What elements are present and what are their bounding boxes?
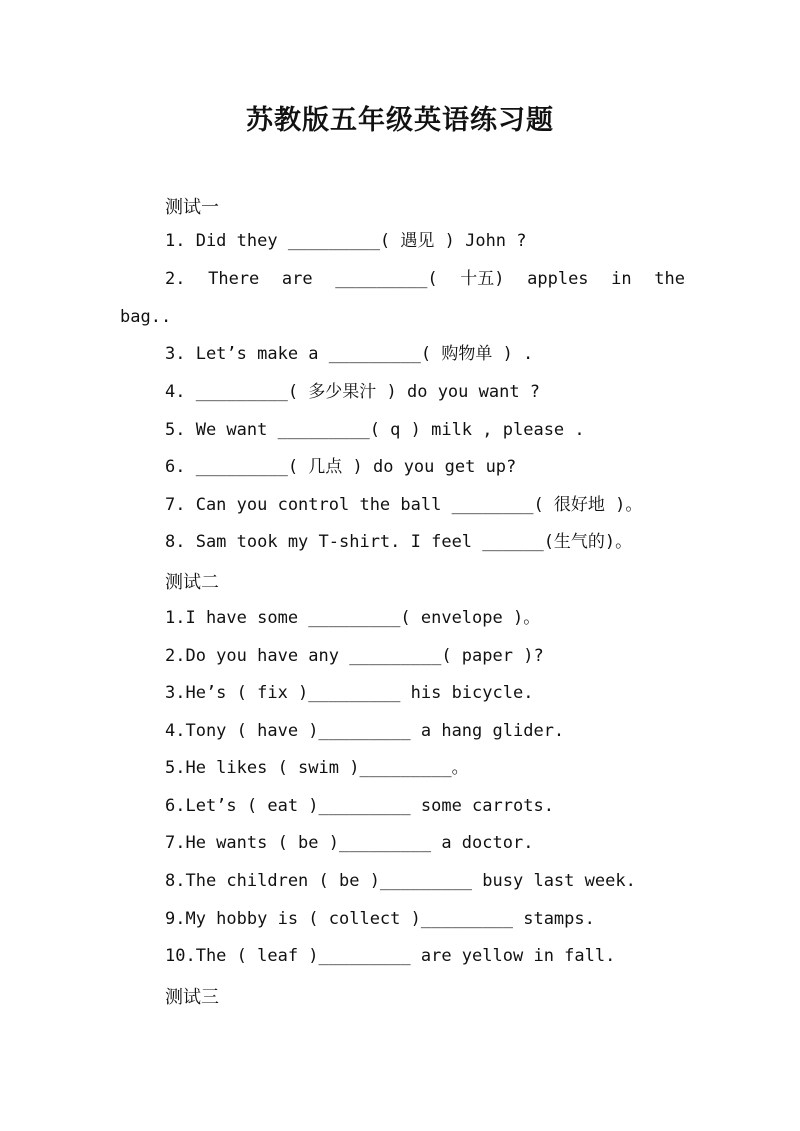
question-2-1: 1.I have some _________( envelope )。 [165, 608, 541, 628]
section-heading-3: 测试三 [165, 987, 219, 1008]
q2-word: 十五) [460, 269, 505, 289]
q2-word: 2. [165, 269, 186, 289]
q2-word: in [611, 269, 632, 289]
question-1-4: 4. _________( 多少果汁 ) do you want ? [165, 382, 541, 402]
question-2-2: 2.Do you have any _________( paper )? [165, 646, 544, 666]
question-2-7: 7.He wants ( be )_________ a doctor. [165, 833, 534, 853]
question-1-2 [165, 268, 685, 290]
q2-word: _________( [335, 269, 438, 289]
question-2-4: 4.Tony ( have )_________ a hang glider. [165, 721, 565, 741]
question-1-2-continued: bag.. [120, 307, 172, 327]
q2-word: apples [527, 269, 589, 289]
q2-word: the [654, 269, 685, 289]
question-2-10: 10.The ( leaf )_________ are yellow in fall. [165, 946, 616, 966]
question-2-5: 5.He likes ( swim )_________。 [165, 758, 469, 778]
question-2-9: 9.My hobby is ( collect )_________ stamps. [165, 909, 595, 929]
question-1-8: 8. Sam took my T-shirt. I feel ______(生气的)。 [165, 532, 633, 552]
question-1-1: 1. Did they _________( 遇见 ) John ? [165, 231, 527, 251]
question-2-3: 3.He’s ( fix )_________ his bicycle. [165, 683, 534, 703]
q2-word: are [281, 269, 313, 289]
section-heading-1: 测试一 [165, 197, 219, 218]
question-2-8: 8.The children ( be )_________ busy last week. [165, 871, 636, 891]
page-title: 苏教版五年级英语练习题 [246, 105, 554, 136]
q2-word: There [208, 269, 260, 289]
question-1-3: 3. Let’s make a _________( 购物单 ) . [165, 344, 534, 364]
question-1-6: 6. _________( 几点 ) do you get up? [165, 457, 517, 477]
question-1-5: 5. We want _________( q ) milk , please . [165, 420, 585, 440]
question-2-6: 6.Let’s ( eat )_________ some carrots. [165, 796, 554, 816]
section-heading-2: 测试二 [165, 572, 219, 593]
question-1-7: 7. Can you control the ball ________( 很好地 )。 [165, 495, 643, 515]
